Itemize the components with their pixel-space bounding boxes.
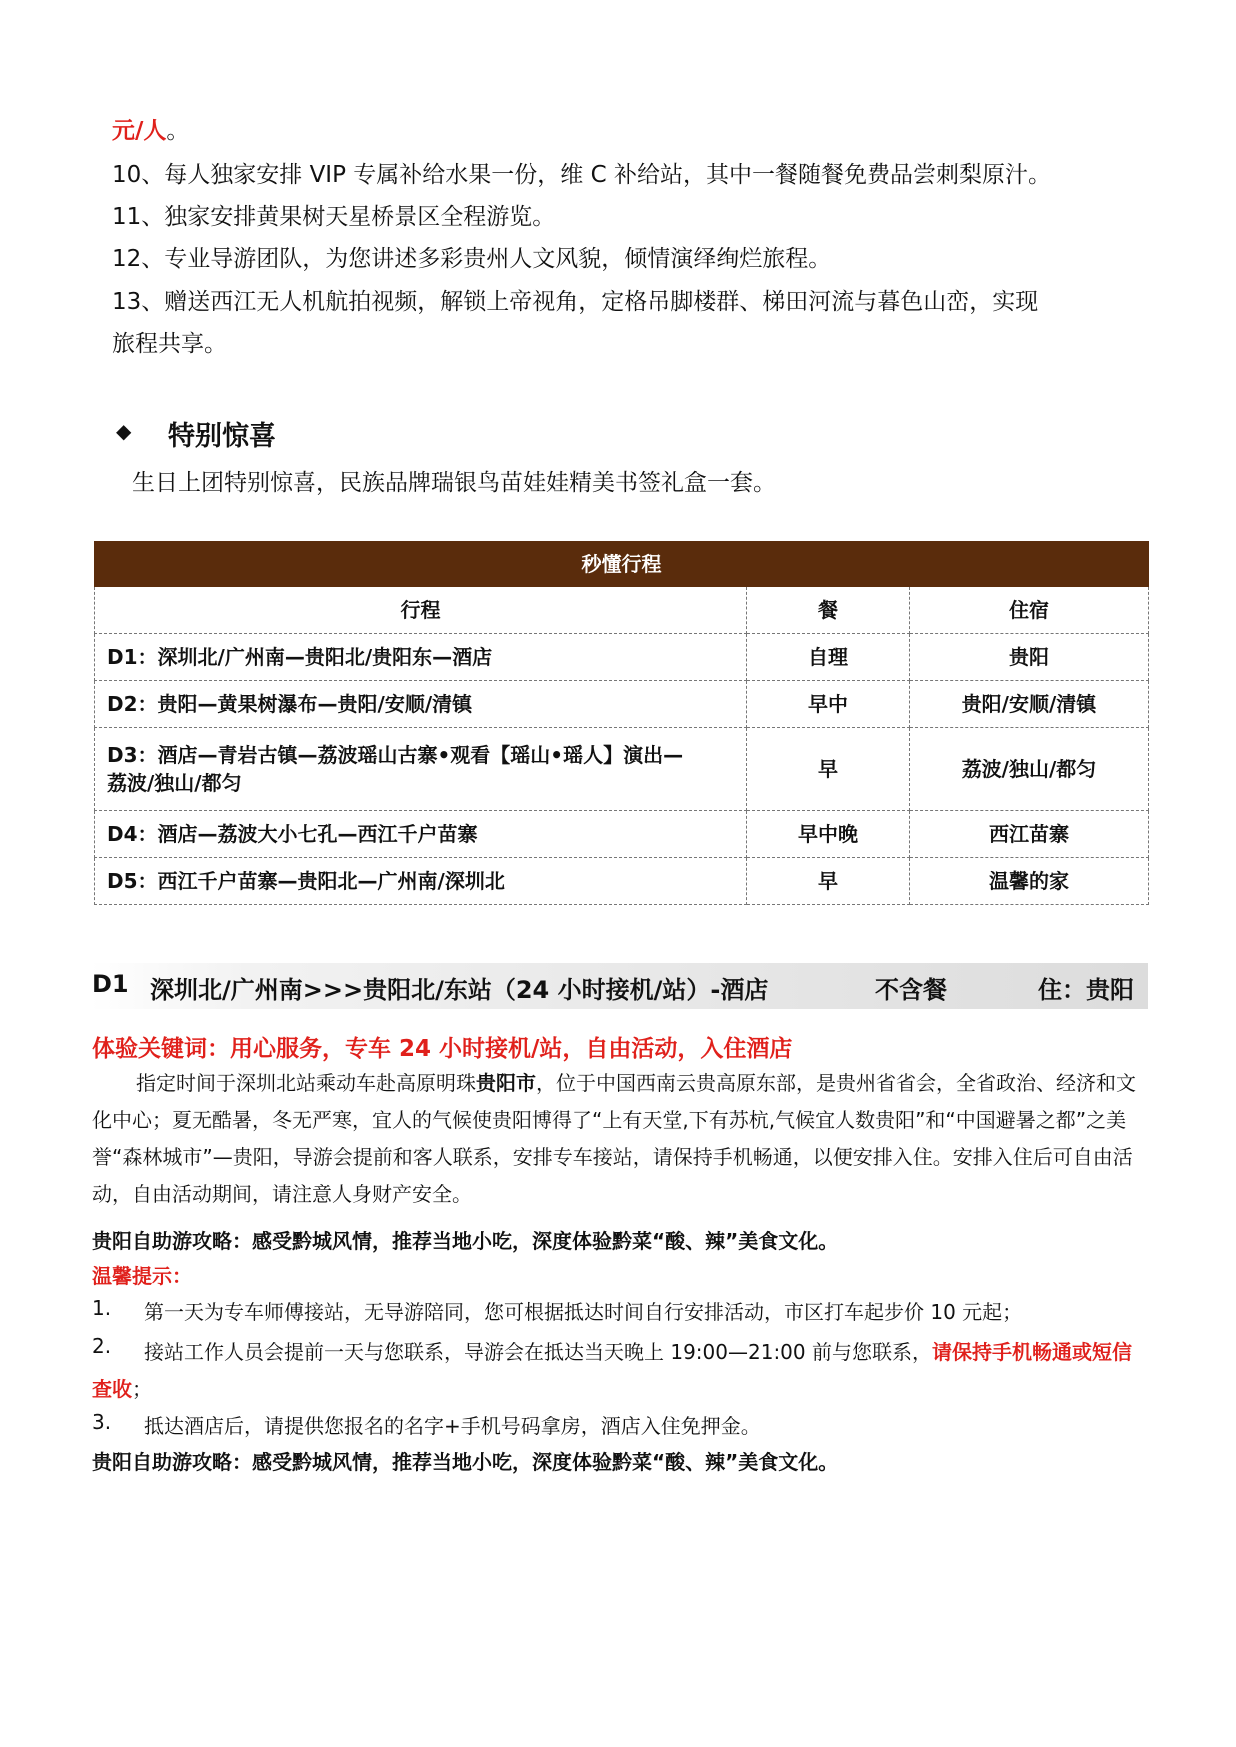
day-label: D1	[92, 970, 129, 998]
table-row	[95, 811, 1149, 858]
route-cell: D5：西江千户苗寨—贵阳北—广州南/深圳北	[95, 858, 747, 905]
surprise-text: 生日上团特别惊喜，民族品牌瑞银鸟苗娃娃精美书签礼盒一套。	[132, 470, 776, 496]
itinerary-title: 秒懂行程	[95, 542, 1149, 587]
route-cell: D1：深圳北/广州南—贵阳北/贵阳东—酒店	[95, 634, 747, 681]
list-item: 旅程共享。	[112, 331, 227, 357]
itinerary-title-row	[95, 542, 1149, 587]
tip-number: 1.	[92, 1296, 112, 1320]
meal-cell: 自理	[747, 634, 910, 681]
tip-text-red: 请保持手机畅通或短信查收	[92, 1340, 1132, 1401]
meal-cell: 早	[747, 728, 910, 811]
tip-text	[92, 1334, 1150, 1408]
tip-text: 抵达酒店后，请提供您报名的名字+手机号码拿房，酒店入住免押金。	[144, 1414, 761, 1438]
list-item: 12、专业导游团队，为您讲述多彩贵州人文风貌，倾情演绎绚烂旅程。	[112, 246, 832, 272]
route-line-2: 荔波/独山/都匀	[107, 771, 242, 795]
list-item: 11、独家安排黄果树天星桥景区全程游览。	[112, 204, 556, 230]
day-meal: 不含餐	[875, 976, 947, 1004]
tip-number: 3.	[92, 1410, 112, 1434]
list-item: 13、赠送西江无人机航拍视频，解锁上帝视角，定格吊脚楼群、梯田河流与暮色山峦，实现	[112, 289, 1039, 315]
route-cell: D2：贵阳—黄果树瀑布—贵阳/安顺/清镇	[95, 681, 747, 728]
tip-number: 2.	[92, 1334, 112, 1358]
tip-text: 第一天为专车师傅接站，无导游陪同，您可根据抵达时间自行安排活动，市区打车起步价 10 元起；	[144, 1300, 1023, 1324]
day1-description	[92, 1065, 1150, 1213]
price-tail: 元/人	[112, 118, 167, 144]
route-line-1: D3：酒店—青岩古镇—荔波瑶山古寨•观看【瑶山•瑶人】演出—	[107, 743, 684, 767]
col-header-stay: 住宿	[910, 587, 1149, 634]
tip-text-main: 接站工作人员会提前一天与您联系，导游会在抵达当天晚上 19:00—21:00 前与您联系，	[144, 1340, 932, 1364]
route-cell: D4：酒店—荔波大小七孔—西江千户苗寨	[95, 811, 747, 858]
strategy-tip: 贵阳自助游攻略：感受黔城风情，推荐当地小吃，深度体验黔菜“酸、辣”美食文化。	[92, 1450, 839, 1474]
experience-keywords: 体验关键词：用心服务，专车 24 小时接机/站，自由活动，入住酒店	[92, 1036, 793, 1062]
table-row	[95, 681, 1149, 728]
itinerary-table	[94, 541, 1149, 905]
table-row	[95, 858, 1149, 905]
list-item: 10、每人独家安排 VIP 专属补给水果一份，维 C 补给站，其中一餐随餐免费品尝刺梨原汁。	[112, 162, 1051, 188]
stay-cell: 西江苗寨	[910, 811, 1149, 858]
price-tail-punct: 。	[166, 118, 190, 144]
itinerary-header-row	[95, 587, 1149, 634]
desc-post: ，位于中国西南云贵高原东部，是贵州省省会，全省政治、经济和文化中心；夏无酷暑，冬无严寒，宜人的气候使贵阳博得了“上有天堂,下有苏杭,气候宜人数贵阳”和“中国避暑之都”之美誉“森林城市”—贵阳，导游会提前和客人联系，安排专车接站，请保持手机畅通，以便安排入住。安排入住后可自由活动，自由活动期间，请注意人身财产安全。	[92, 1071, 1136, 1206]
stay-cell: 贵阳	[910, 634, 1149, 681]
col-header-meal: 餐	[747, 587, 910, 634]
table-row	[95, 634, 1149, 681]
diamond-bullet-icon: ◆	[116, 419, 132, 443]
section-title-surprise: 特别惊喜	[168, 421, 276, 452]
meal-cell: 早中晚	[747, 811, 910, 858]
price-tail-line	[112, 116, 189, 146]
day-route: 深圳北/广州南>>>贵阳北/东站（24 小时接机/站）-酒店	[150, 976, 769, 1004]
table-row	[95, 728, 1149, 811]
col-header-route: 行程	[95, 587, 747, 634]
stay-cell: 贵阳/安顺/清镇	[910, 681, 1149, 728]
day-stay: 住：贵阳	[1038, 976, 1134, 1004]
desc-pre: 指定时间于深圳北站乘动车赴高原明珠	[136, 1071, 476, 1095]
warm-tip-label: 温馨提示：	[92, 1264, 192, 1288]
day1-header-bar	[90, 963, 1148, 1009]
meal-cell: 早中	[747, 681, 910, 728]
stay-cell: 荔波/独山/都匀	[910, 728, 1149, 811]
meal-cell: 早	[747, 858, 910, 905]
stay-cell: 温馨的家	[910, 858, 1149, 905]
tip-text-tail: ；	[132, 1377, 152, 1401]
desc-bold: 贵阳市	[476, 1071, 536, 1095]
strategy-tip: 贵阳自助游攻略：感受黔城风情，推荐当地小吃，深度体验黔菜“酸、辣”美食文化。	[92, 1229, 839, 1253]
route-cell	[95, 728, 747, 811]
